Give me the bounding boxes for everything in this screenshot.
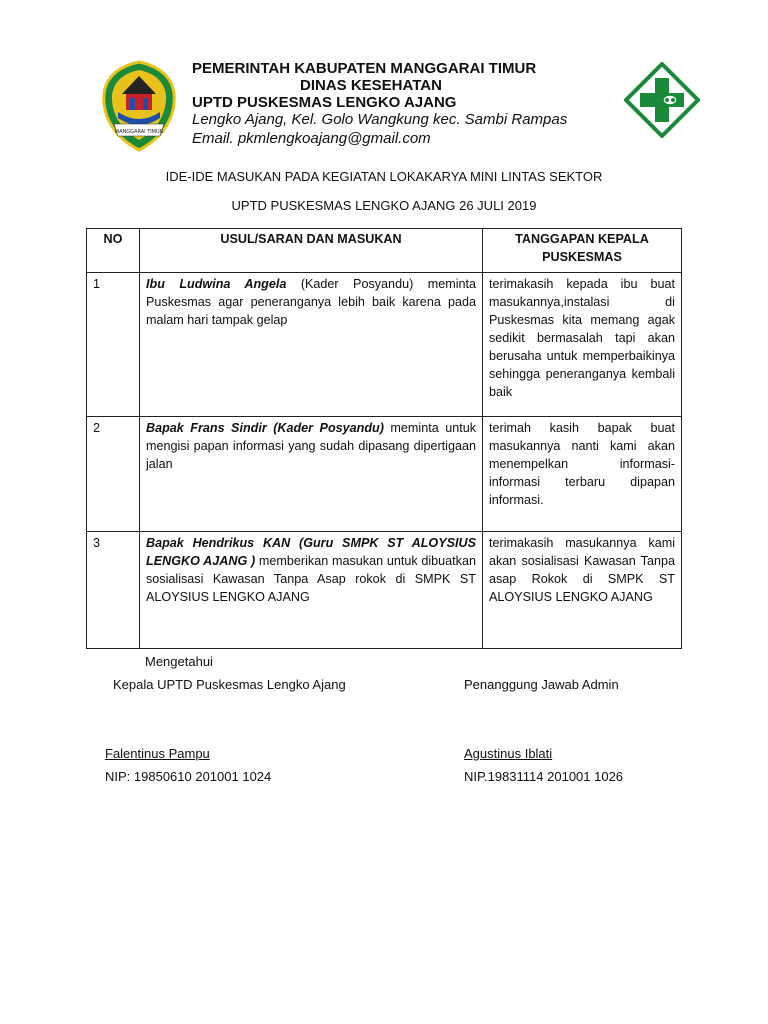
signer-right-role: Penanggung Jawab Admin (464, 677, 619, 692)
row-number: 1 (87, 273, 140, 417)
row-number: 2 (87, 417, 140, 532)
row-tanggapan: terimakasih masukannya kami akan sosialisasi Kawasan Tanpa asap Rokok di SMPK ST ALOYSIUS LENGKO AJANG (483, 532, 682, 649)
table-row (87, 273, 682, 417)
usul-text: meminta untuk mengisi papan informasi yang sudah dipasang dipertigaan jalan (146, 421, 476, 471)
row-usul (140, 532, 483, 649)
letterhead-address: Lengko Ajang, Kel. Golo Wangkung kec. Sambi Rampas (192, 111, 568, 128)
regency-logo (100, 60, 178, 152)
row-tanggapan: terimah kasih bapak buat masukannya nanti kami akan menempelkan informasi-informasi terbaru dipapan informasi. (483, 417, 682, 532)
row-usul (140, 417, 483, 532)
document-title: IDE-IDE MASUKAN PADA KEGIATAN LOKAKARYA MINI LINTAS SEKTOR (165, 169, 603, 184)
signer-right-name: Agustinus Iblati (464, 746, 553, 761)
letterhead-email: Email. pkmlengkoajang@gmail.com (192, 130, 431, 147)
table-header-row (87, 229, 682, 273)
signer-left-role: Kepala UPTD Puskesmas Lengko Ajang (113, 677, 346, 692)
puskesmas-logo (624, 62, 700, 138)
usul-text: memberikan masukan untuk dibuatkan sosialisasi Kawasan Tanpa Asap rokok di SMPK ST ALOYSIUS LENGKO AJANG (146, 554, 476, 604)
proposer-name: Ibu Ludwina Angela (146, 277, 287, 291)
signer-left-name: Falentinus Pampu (105, 746, 210, 761)
row-tanggapan: terimakasih kepada ibu buat masukannya,instalasi di Puskesmas kita memang agak sedikit bermasalah tapi akan berusaha untuk memperbaikinya sehingga peneranganya kembali baik (483, 273, 682, 417)
usul-text: (Kader Posyandu) meminta Puskesmas agar peneranganya lebih baik karena pada malam hari tampak gelap (146, 277, 477, 327)
suggestion-table (86, 228, 682, 649)
row-usul (140, 273, 483, 417)
header-no: NO (87, 229, 140, 273)
signer-left-nip: NIP: 19850610 201001 1024 (105, 769, 272, 784)
document-subtitle: UPTD PUSKESMAS LENGKO AJANG 26 JULI 2019 (231, 198, 537, 213)
letterhead-line1: PEMERINTAH KABUPATEN MANGGARAI TIMUR (192, 60, 537, 77)
svg-text:MANGGARAI TIMUR: MANGGARAI TIMUR (114, 129, 164, 135)
header-tanggapan: TANGGAPAN KEPALA PUSKESMAS (483, 229, 682, 273)
header-usul: USUL/SARAN DAN MASUKAN (140, 229, 483, 273)
table-row (87, 417, 682, 532)
table-row (87, 532, 682, 649)
letterhead-line2: DINAS KESEHATAN (300, 77, 442, 94)
mengetahui-label: Mengetahui (145, 654, 213, 669)
proposer-name: Bapak Hendrikus KAN (Guru SMPK ST ALOYSIUS LENGKO AJANG ) (146, 536, 476, 568)
letterhead-line3: UPTD PUSKESMAS LENGKO AJANG (192, 94, 457, 111)
row-number: 3 (87, 532, 140, 649)
proposer-name: Bapak Frans Sindir (Kader Posyandu) (146, 421, 384, 435)
signer-right-nip: NIP.19831114 201001 1026 (464, 769, 624, 784)
